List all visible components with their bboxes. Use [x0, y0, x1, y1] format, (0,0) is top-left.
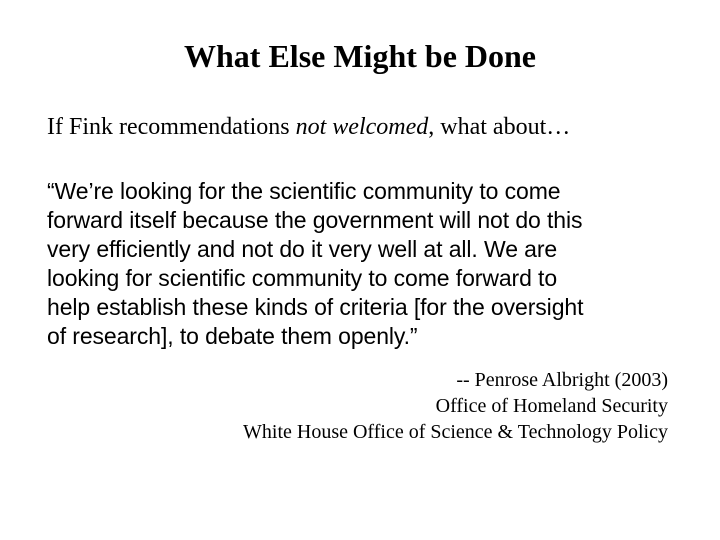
- attribution: [68, 367, 668, 445]
- attribution-author: -- Penrose Albright (2003): [456, 369, 668, 391]
- quote-block: [47, 177, 687, 351]
- quote-line: “We’re looking for the scientific community to come: [47, 178, 561, 204]
- attribution-agency: White House Office of Science & Technology Policy: [243, 421, 668, 443]
- quote-line: forward itself because the government will not do this: [47, 207, 583, 233]
- quote-line: very efficiently and not do it very well at all. We are: [47, 236, 558, 262]
- intro-text-after: , what about…: [428, 114, 571, 140]
- intro-text-before: If Fink recommendations: [47, 114, 296, 140]
- slide-title: What Else Might be Done: [184, 38, 536, 74]
- quote-line: looking for scientific community to come forward to: [47, 265, 558, 291]
- quote-line: help establish these kinds of criteria [for the oversight: [47, 294, 584, 320]
- quote-line: of research], to debate them openly.”: [47, 323, 418, 349]
- attribution-office: Office of Homeland Security: [435, 395, 668, 417]
- intro-line: [47, 111, 697, 143]
- intro-emphasis: not welcomed: [295, 114, 429, 140]
